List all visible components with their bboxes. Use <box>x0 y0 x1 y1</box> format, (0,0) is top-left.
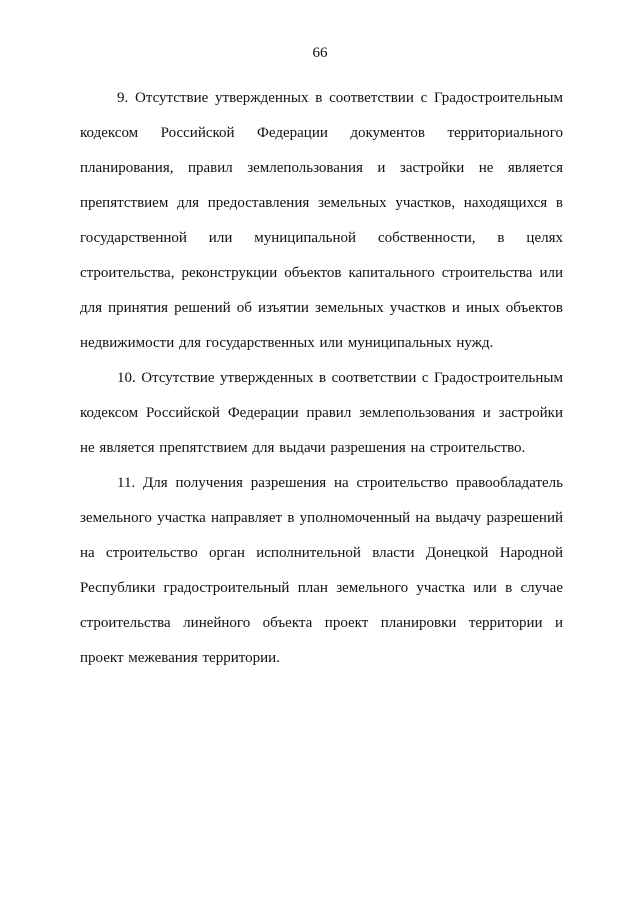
paragraph-9: 9. Отсутствие утвержденных в соответствии с Градостроительным кодексом Российской Федерации документов территориального планирования, правил землепользования и застройки не является препятствием для предоставления земельных участков, находящихся в государственной или муниципальной собственности, в целях строительства, реконструкции объектов капитального строительства или для принятия решений об изъятии земельных участков и иных объектов недвижимости для государственных или муниципальных нужд. <box>80 90 563 351</box>
document-body <box>80 81 563 676</box>
page-number: 66 <box>312 45 328 61</box>
paragraph-11: 11. Для получения разрешения на строительство правообладатель земельного участка направляет в уполномоченный на выдачу разрешений на строительство орган исполнительной власти Донецкой Народной Республики градостроительный план земельного участка или в случае строительства линейного объекта проект планировки территории и проект межевания территории. <box>80 475 563 666</box>
paragraph-10: 10. Отсутствие утвержденных в соответствии с Градостроительным кодексом Российской Федерации правил землепользования и застройки не является препятствием для выдачи разрешения на строительство. <box>80 370 563 456</box>
